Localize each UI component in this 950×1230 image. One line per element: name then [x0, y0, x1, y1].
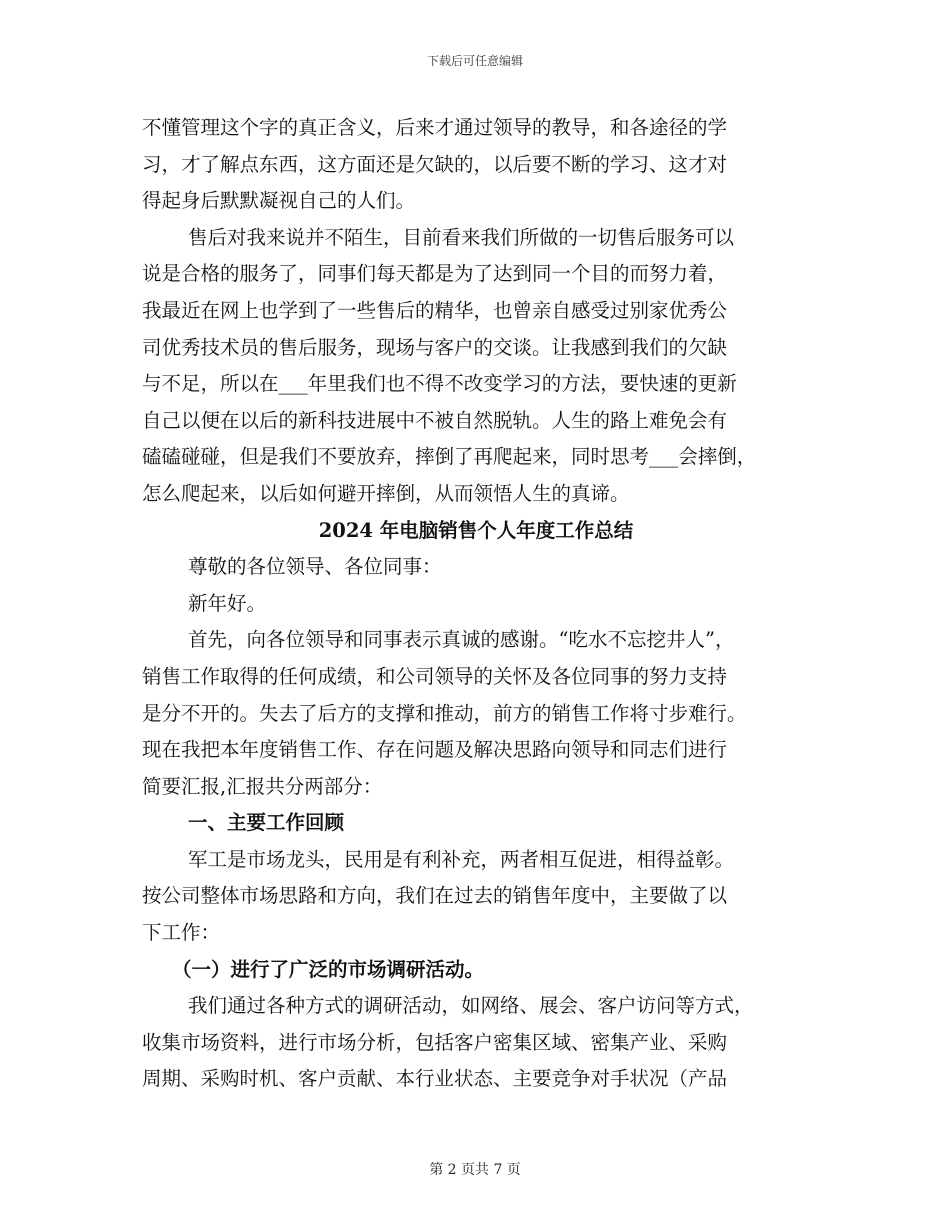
greeting: 新年好。: [188, 591, 267, 615]
paragraph-line: 磕磕碰碰，但是我们不要放弃，摔倒了再爬起来，同时思考___会摔倒，: [142, 445, 757, 469]
paragraph-line: 说是合格的服务了，同事们每天都是为了达到同一个目的而努力着，: [142, 262, 728, 286]
paragraph-line: 得起身后默默凝视自己的人们。: [142, 189, 416, 213]
paragraph-line: 我最近在网上也学到了一些售后的精华，也曾亲自感受过别家优秀公: [142, 298, 728, 322]
paragraph-line: 首先，向各位领导和同事表示真诚的感谢。“吃水不忘挖井人”，: [188, 628, 735, 652]
paragraph-line: 按公司整体市场思路和方向，我们在过去的销售年度中，主要做了以: [142, 884, 728, 908]
paragraph-line: 售后对我来说并不陌生，目前看来我们所做的一切售后服务可以: [188, 225, 735, 249]
paragraph-line: 收集市场资料，进行市场分析，包括客户密集区域、密集产业、采购: [142, 1030, 728, 1054]
page-footer: 第 2 页共 7 页: [429, 1162, 521, 1178]
paragraph-line: 周期、采购时机、客户贡献、本行业状态、主要竞争对手状况（产品: [142, 1067, 728, 1091]
heading-main-review: 一、主要工作回顾: [188, 811, 345, 835]
document-body: [142, 110, 810, 1098]
paragraph-line: 司优秀技术员的售后服务，现场与客户的交谈。让我感到我们的欠缺: [142, 335, 728, 359]
paragraph-line: 怎么爬起来，以后如何避开摔倒，从而领悟人生的真谛。: [142, 481, 630, 505]
salutation: 尊敬的各位领导、各位同事：: [188, 555, 442, 579]
section-title: 2024 年电脑销售个人年度工作总结: [318, 518, 634, 542]
paragraph-line: 销售工作取得的任何成绩，和公司领导的关怀及各位同事的努力支持: [142, 664, 728, 688]
paragraph-line: 现在我把本年度销售工作、存在问题及解决思路向领导和同志们进行: [142, 738, 728, 762]
paragraph-line: 简要汇报,汇报共分两部分：: [142, 774, 383, 798]
paragraph-line: 下工作：: [142, 921, 221, 945]
paragraph-line: 我们通过各种方式的调研活动，如网络、展会、客户访问等方式，: [188, 994, 754, 1018]
paragraph-line: 不懂管理这个字的真正含义，后来才通过领导的教导，和各途径的学: [142, 116, 728, 139]
paragraph-line: 自己以便在以后的新科技进展中不被自然脱轨。人生的路上难免会有: [142, 408, 728, 432]
paragraph-line: 是分不开的。失去了后方的支撑和推动，前方的销售工作将寸步难行。: [142, 701, 747, 725]
paragraph-line: 军工是市场龙头，民用是有利补充，两者相互促进，相得益彰。: [188, 847, 735, 871]
paragraph-line: 习，才了解点东西，这方面还是欠缺的，以后要不断的学习、这才对: [142, 152, 728, 176]
paragraph-line: 与不足，所以在___年里我们也不得不改变学习的方法，要快速的更新: [142, 372, 737, 396]
subheading-market-research: （一）进行了广泛的市场调研活动。: [172, 957, 485, 981]
page-header: 下载后可任意编辑: [426, 54, 523, 68]
